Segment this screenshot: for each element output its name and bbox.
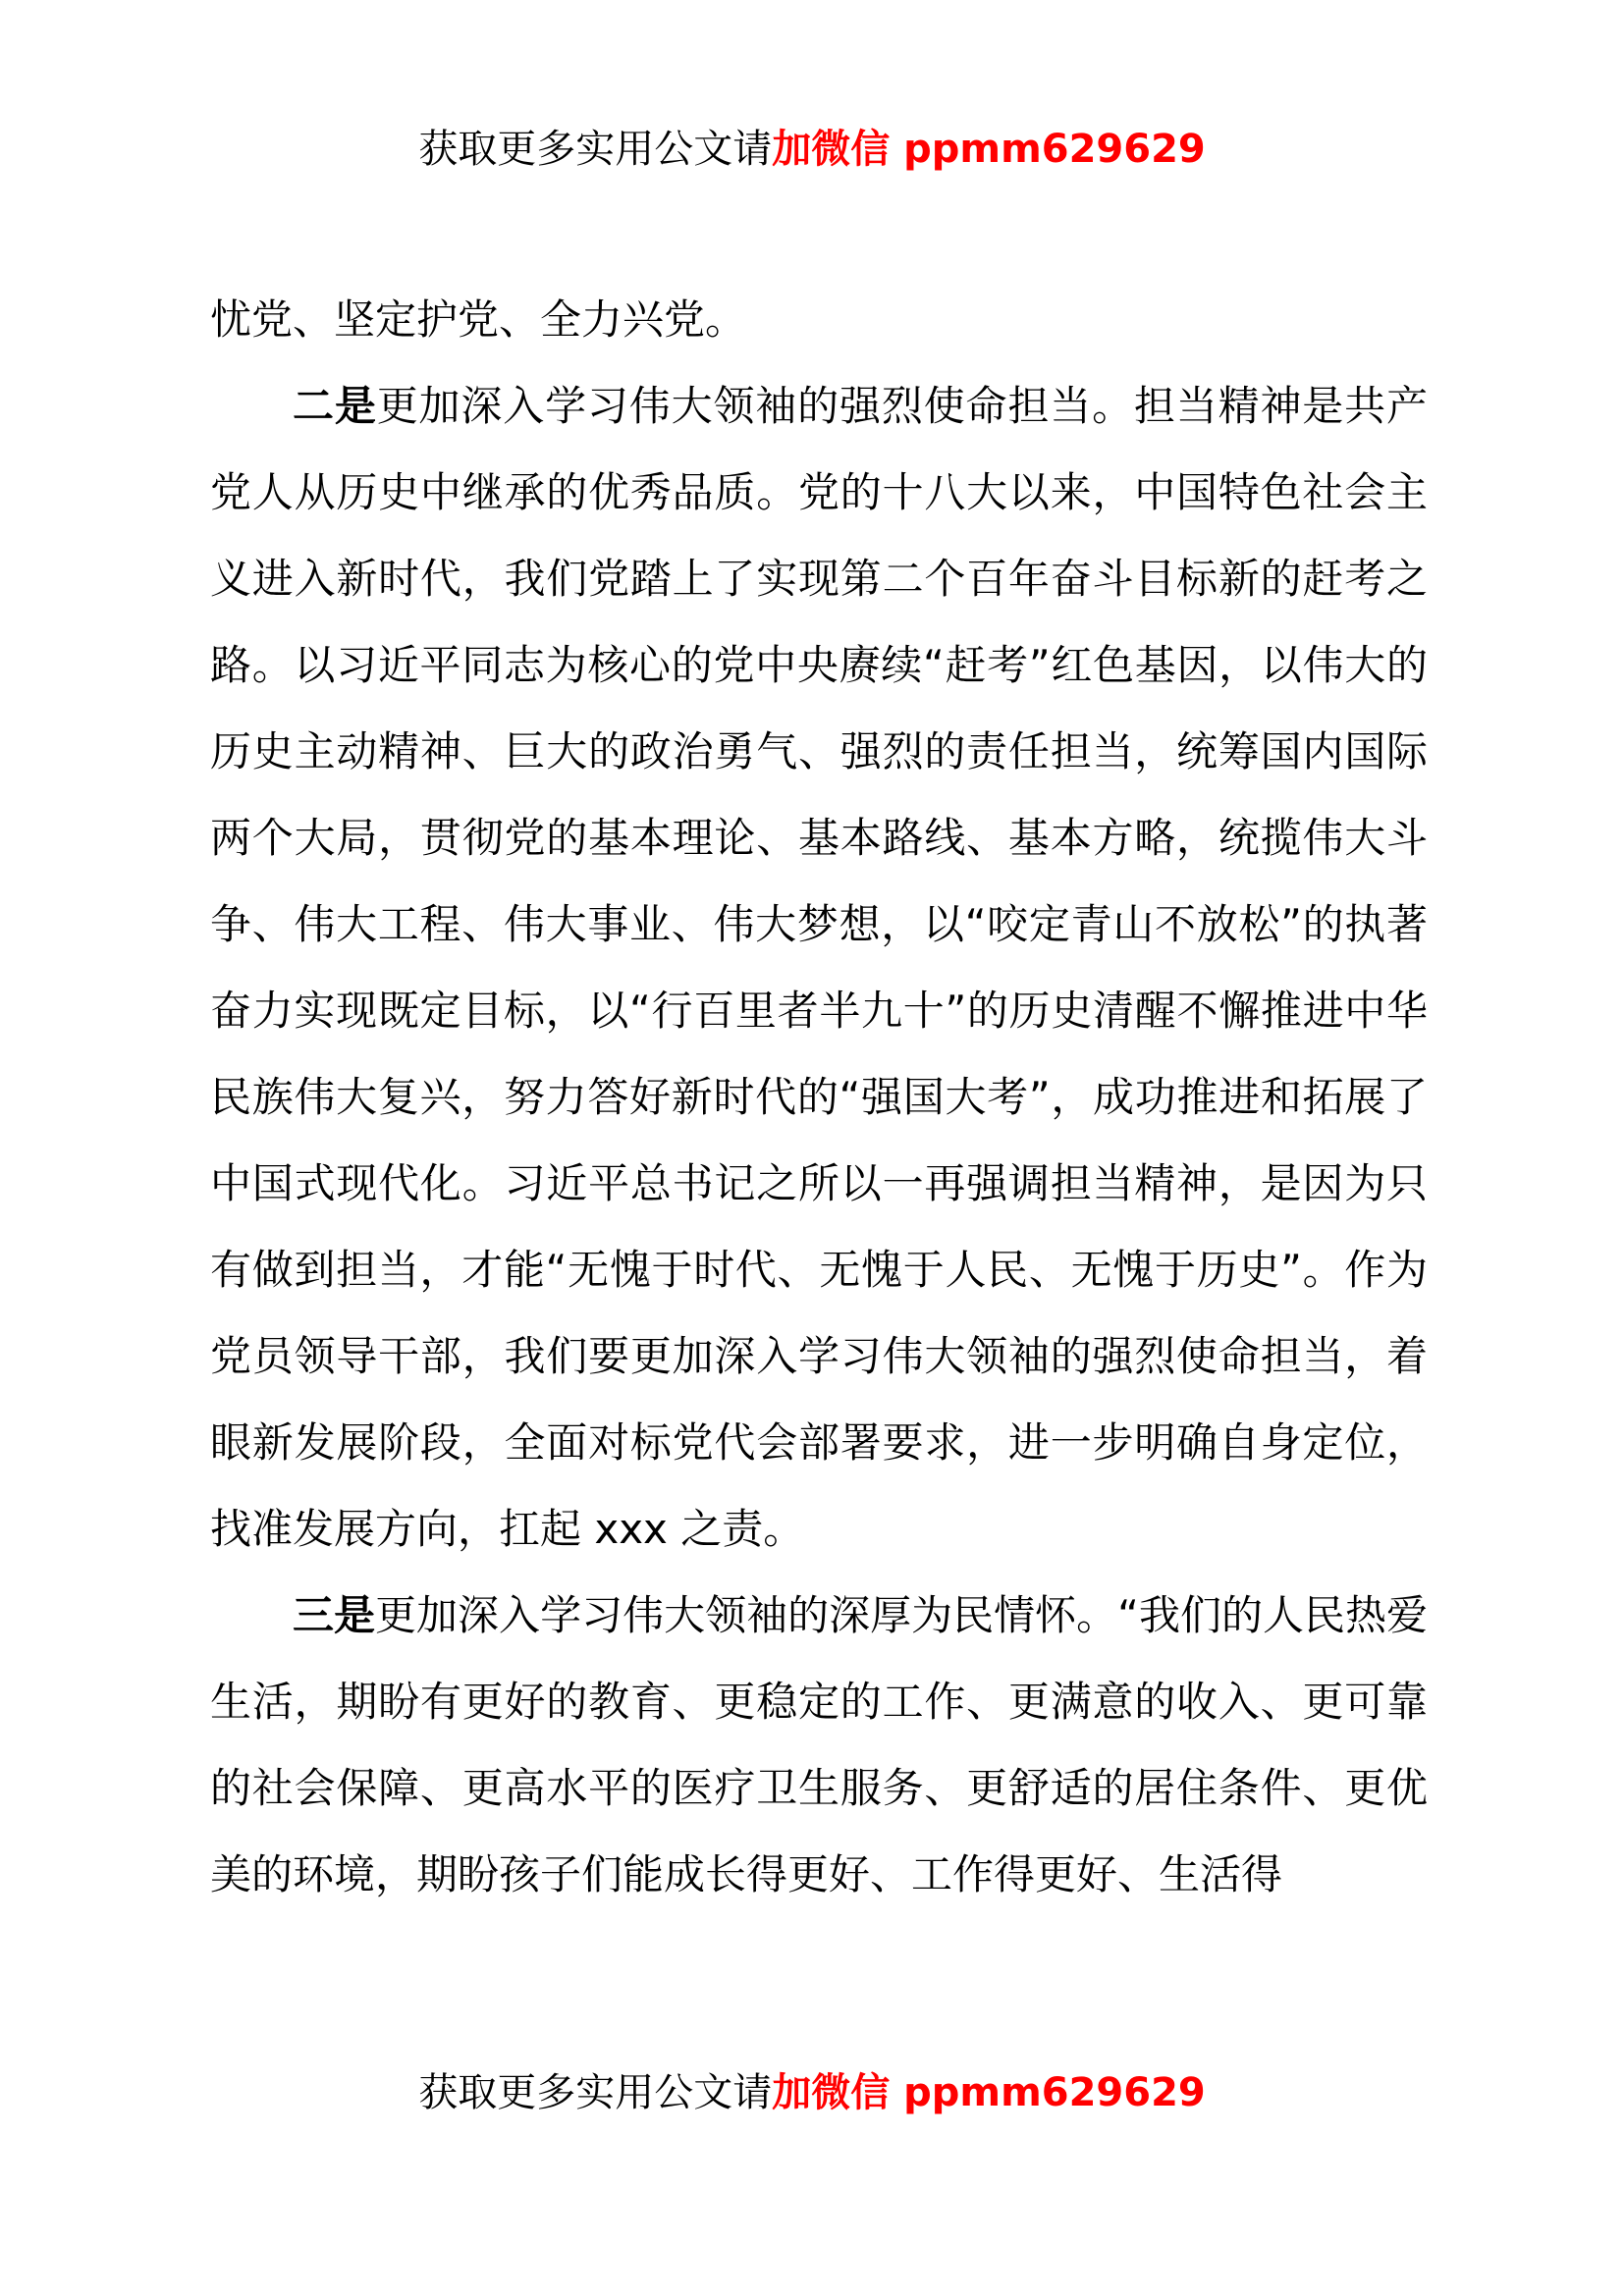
- paragraph-lead: 二是: [293, 382, 377, 430]
- header-banner-text: 获取更多实用公文请: [418, 127, 773, 172]
- paragraph-continuation: [210, 277, 1428, 363]
- paragraph-text: 忧党、坚定护党、全力兴党。: [210, 295, 747, 344]
- paragraph-lead: 三是: [293, 1591, 376, 1639]
- paragraph-second-point: [210, 363, 1428, 1573]
- document-body: [210, 277, 1428, 1918]
- footer-banner-contact: 加微信 ppmm629629: [772, 2070, 1206, 2115]
- header-banner: [0, 120, 1624, 179]
- paragraph-third-point: [210, 1573, 1428, 1918]
- paragraph-text: 更加深入学习伟大领袖的深厚为民情怀。“我们的人民热爱生活，期盼有更好的教育、更稳定的工作、更满意的收入、更可靠的社会保障、更高水平的医疗卫生服务、更舒适的居住条件、更优美的环境，期盼孩子们能成长得更好、工作得更好、生活得: [210, 1591, 1428, 1898]
- footer-banner-text: 获取更多实用公文请: [418, 2070, 773, 2115]
- header-banner-contact: 加微信 ppmm629629: [772, 127, 1206, 172]
- paragraph-text: 更加深入学习伟大领袖的强烈使命担当。担当精神是共产党人从历史中继承的优秀品质。党的十八大以来，中国特色社会主义进入新时代，我们党踏上了实现第二个百年奋斗目标新的赶考之路。以习近平同志为核心的党中央赓续“赶考”红色基因，以伟大的历史主动精神、巨大的政治勇气、强烈的责任担当，统筹国内国际两个大局，贯彻党的基本理论、基本路线、基本方略，统揽伟大斗争、伟大工程、伟大事业、伟大梦想，以“咬定青山不放松”的执著奋力实现既定目标，以“行百里者半九十”的历史清醒不懈推进中华民族伟大复兴，努力答好新时代的“强国大考”，成功推进和拓展了中国式现代化。习近平总书记之所以一再强调担当精神，是因为只有做到担当，才能“无愧于时代、无愧于人民、无愧于历史”。作为党员领导干部，我们要更加深入学习伟大领袖的强烈使命担当，着眼新发展阶段，全面对标党代会部署要求，进一步明确自身定位，找准发展方向，扛起 xxx 之责。: [210, 382, 1428, 1553]
- footer-banner: [0, 2063, 1624, 2122]
